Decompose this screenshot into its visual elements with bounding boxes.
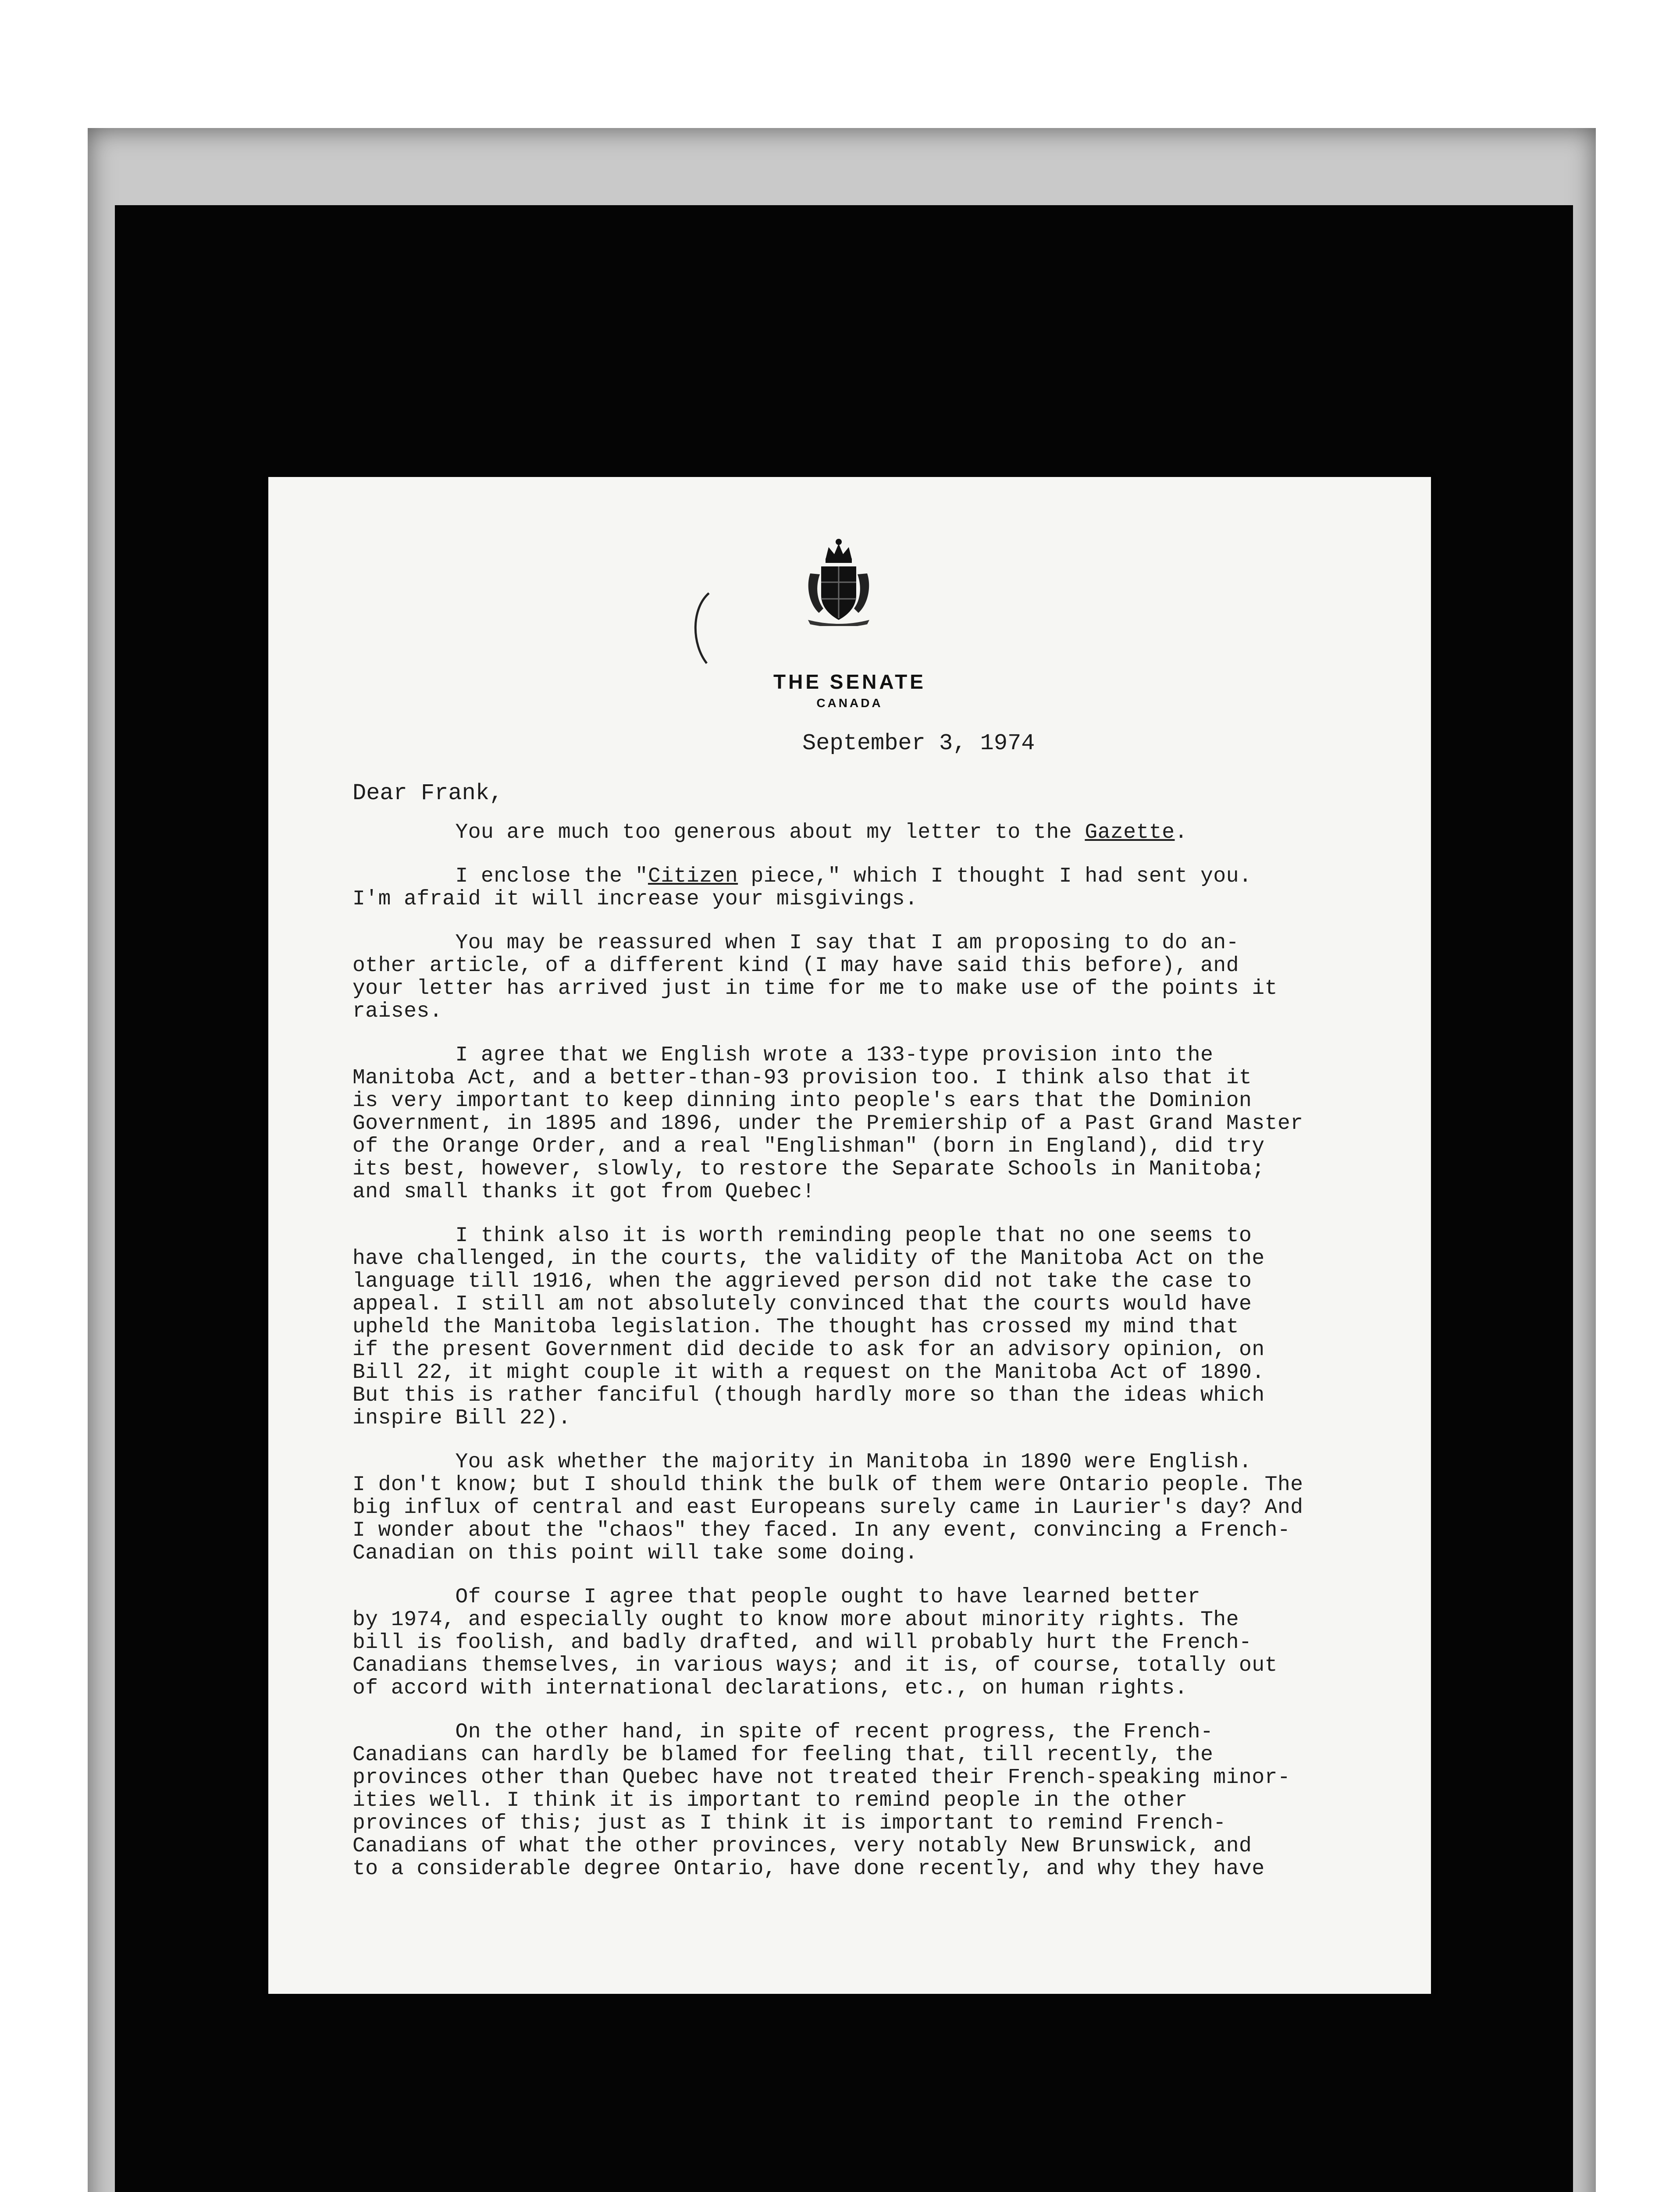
text-line: Canadians of what the other provinces, very notably New Brunswick, and xyxy=(352,1834,1252,1858)
text-line: Canadian on this point will take some doing. xyxy=(352,1541,918,1565)
text-line: inspire Bill 22). xyxy=(352,1406,571,1430)
text-line: Canadians themselves, in various ways; and it is, of course, totally out xyxy=(352,1654,1278,1677)
text-line: upheld the Manitoba legislation. The thought has crossed my mind that xyxy=(352,1315,1239,1339)
text-line: But this is rather fanciful (though hardly more so than the ideas which xyxy=(352,1384,1265,1407)
text-line: by 1974, and especially ought to know more about minority rights. The xyxy=(352,1608,1239,1632)
text-line: I'm afraid it will increase your misgivings. xyxy=(352,887,918,911)
text-line: I agree that we English wrote a 133-type provision into the xyxy=(352,1043,1214,1067)
text-line: raises. xyxy=(352,1000,443,1023)
text-line: Of course I agree that people ought to have learned better xyxy=(352,1585,1201,1609)
text-line: big influx of central and east Europeans surely came in Laurier's day? And xyxy=(352,1496,1303,1519)
letter-date: September 3, 1974 xyxy=(802,730,1035,756)
text-line: of accord with international declarations, etc., on human rights. xyxy=(352,1676,1188,1700)
letter-page xyxy=(268,477,1431,1994)
paragraph xyxy=(352,865,1413,911)
letter-body xyxy=(352,821,1413,1901)
paragraph xyxy=(352,1586,1413,1700)
paragraph xyxy=(352,1721,1413,1880)
text-line: I don't know; but I should think the bulk of them were Ontario people. The xyxy=(352,1473,1303,1497)
text-line: your letter has arrived just in time for me to make use of the points it xyxy=(352,977,1278,1000)
text-line: appeal. I still am not absolutely convinced that the courts would have xyxy=(352,1292,1252,1316)
handwritten-bracket-mark xyxy=(689,591,715,665)
letterhead-country: CANADA xyxy=(816,696,883,710)
text-line: You may be reassured when I say that I am proposing to do an- xyxy=(352,931,1239,955)
text-line: provinces other than Quebec have not treated their French-speaking minor- xyxy=(352,1766,1291,1790)
text-line: bill is foolish, and badly drafted, and will probably hurt the French- xyxy=(352,1631,1252,1655)
text-line: On the other hand, in spite of recent progress, the French- xyxy=(352,1720,1214,1744)
text-line: I think also it is worth reminding people that no one seems to xyxy=(352,1224,1252,1248)
text-line: and small thanks it got from Quebec! xyxy=(352,1180,815,1204)
text-line: I wonder about the "chaos" they faced. In any event, convincing a French- xyxy=(352,1519,1291,1542)
senate-crest-icon xyxy=(801,538,876,626)
text-line: of the Orange Order, and a real "Englishman" (born in England), did try xyxy=(352,1135,1265,1158)
text-line: to a considerable degree Ontario, have done recently, and why they have xyxy=(352,1857,1265,1881)
text-line: other article, of a different kind (I may have said this before), and xyxy=(352,954,1239,978)
text-line: You ask whether the majority in Manitoba in 1890 were English. xyxy=(352,1450,1252,1474)
gazette-title: Gazette xyxy=(1085,821,1175,844)
text-line: I enclose the "Citizen piece," which I thought I had sent you. xyxy=(352,865,1252,888)
paragraph xyxy=(352,1451,1413,1565)
text-line: Manitoba Act, and a better-than-93 provision too. I think also that it xyxy=(352,1066,1252,1090)
text-line: language till 1916, when the aggrieved person did not take the case to xyxy=(352,1270,1252,1293)
citizen-title: Citizen xyxy=(648,865,738,888)
text-line: Government, in 1895 and 1896, under the Premiership of a Past Grand Master xyxy=(352,1112,1303,1135)
text-line: ities well. I think it is important to remind people in the other xyxy=(352,1789,1188,1812)
text-line: have challenged, in the courts, the validity of the Manitoba Act on the xyxy=(352,1247,1265,1270)
text-line: Canadians can hardly be blamed for feeling that, till recently, the xyxy=(352,1743,1214,1767)
text-line: provinces of this; just as I think it is important to remind French- xyxy=(352,1811,1226,1835)
paragraph xyxy=(352,1224,1413,1430)
text-line: Bill 22, it might couple it with a request on the Manitoba Act of 1890. xyxy=(352,1361,1265,1384)
paragraph xyxy=(352,1044,1413,1203)
paragraph xyxy=(352,821,1413,844)
text-line: You are much too generous about my letter to the Gazette. xyxy=(352,821,1188,844)
paragraph xyxy=(352,932,1413,1023)
letterhead-organization: THE SENATE xyxy=(773,670,926,693)
text-line: if the present Government did decide to ask for an advisory opinion, on xyxy=(352,1338,1265,1362)
letter-salutation: Dear Frank, xyxy=(352,780,503,806)
text-line: is very important to keep dinning into people's ears that the Dominion xyxy=(352,1089,1252,1113)
text-line: its best, however, slowly, to restore the Separate Schools in Manitoba; xyxy=(352,1157,1265,1181)
